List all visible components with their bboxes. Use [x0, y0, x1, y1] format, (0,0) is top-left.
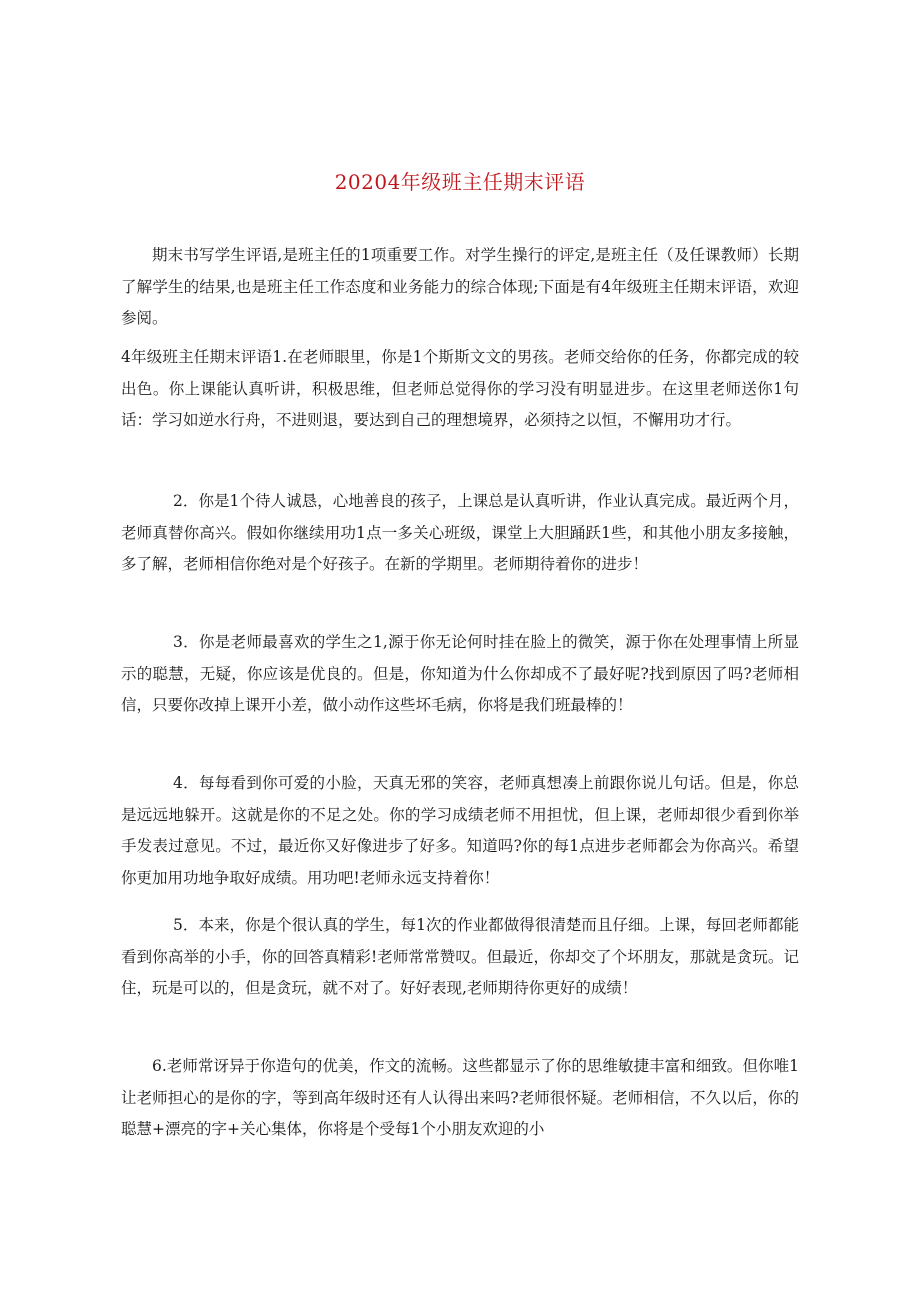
- intro-paragraph: 期末书写学生评语,是班主任的1项重要工作。对学生操行的评定,是班主任（及任课教师）长期了解学生的结果,也是班主任工作态度和业务能力的综合体现;下面是有4年级班主任期末评语，欢迎参阅。: [121, 246, 799, 327]
- comment-paragraph-6: 6.老师常讶异于你造句的优美，作文的流畅。这些都显示了你的思维敏捷丰富和细致。但你唯1让老师担心的是你的字，等到高年级时还有人认得出来吗?老师很怀疑。老师相信，不久以后，你的聪慧+漂亮的字+关心集体，你将是个受每1个小朋友欢迎的小: [121, 1057, 799, 1138]
- document-title: 20204年级班主任期末评语: [334, 170, 586, 194]
- comment-paragraph-4: 4．每每看到你可爱的小脸，天真无邪的笑容，老师真想凑上前跟你说儿句话。但是，你总是远远地躲开。这就是你的不足之处。你的学习成绩老师不用担忧，但上课，老师却很少看到你举手发表过意见。不过，最近你又好像进步了好多。知道吗?你的每1点进步老师都会为你高兴。希望你更加用功地争取好成绩。用功吧!老师永远支持着你！: [121, 774, 799, 887]
- comment-paragraph-2: 2．你是1个待人诚恳，心地善良的孩子，上课总是认真听讲，作业认真完成。最近两个月，老师真替你高兴。假如你继续用功1点一多关心班级，课堂上大胆踊跃1些，和其他小朋友多接触，多了解，老师相信你绝对是个好孩子。在新的学期里。老师期待着你的进步！: [121, 492, 799, 573]
- comment-paragraph-3: 3．你是老师最喜欢的学生之1,源于你无论何时挂在脸上的微笑，源于你在处理事情上所显示的聪慧，无疑，你应该是优良的。但是，你知道为什么你却成不了最好呢?找到原因了吗?老师相信，只要你改掉上课开小差，做小动作这些坏毛病，你将是我们班最棒的！: [121, 633, 799, 714]
- comment-paragraph-1: 4年级班主任期末评语1.在老师眼里，你是1个斯斯文文的男孩。老师交给你的任务，你都完成的较出色。你上课能认真听讲，积极思维，但老师总觉得你的学习没有明显进步。在这里老师送你1句话：学习如逆水行舟，不进则退，要达到自己的理想境界，必须持之以恒，不懈用功才行。: [121, 348, 799, 429]
- comment-paragraph-5: 5．本来，你是个很认真的学生，每1次的作业都做得很清楚而且仔细。上课，每回老师都能看到你高举的小手，你的回答真精彩!老师常常赞叹。但最近，你却交了个坏朋友，那就是贪玩。记住，玩是可以的，但是贪玩，就不对了。好好表现,老师期待你更好的成绩！: [121, 916, 799, 997]
